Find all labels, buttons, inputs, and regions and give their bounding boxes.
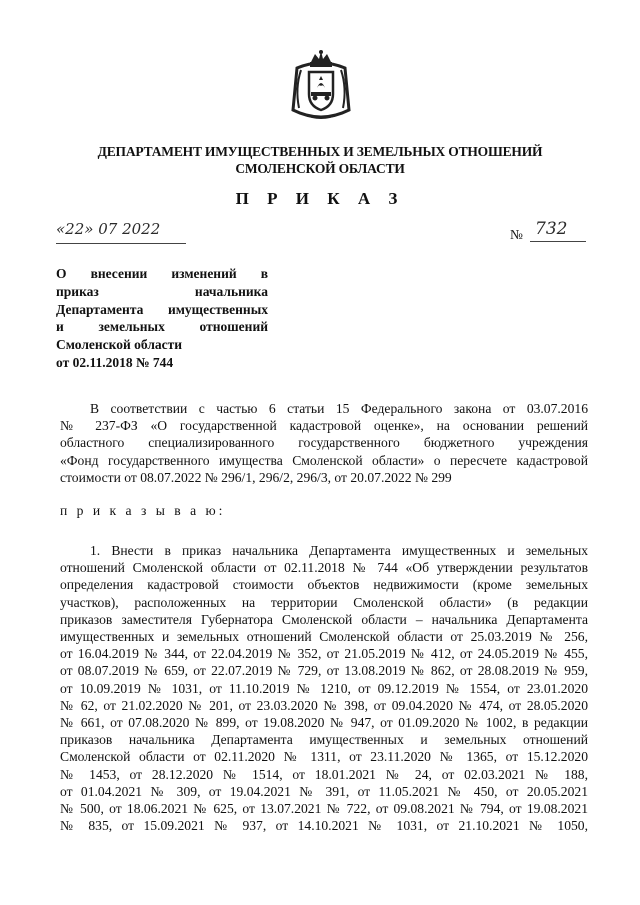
text-line: № 661, от 07.08.2020 № 899, от 19.08.2020 № 947, от 01.09.2020 № 1002, в редакции bbox=[60, 715, 588, 731]
text-line: от 10.09.2019 № 1031, от 11.10.2019 № 1210, от 09.12.2019 № 1554, от 23.01.2020 bbox=[60, 680, 588, 696]
text-line: приказов начальника Департамента имущественных и земельных отношений bbox=[60, 732, 588, 748]
coat-of-arms-icon bbox=[289, 48, 353, 128]
text-line: стоимости от 08.07.2022 № 296/1, 296/2, 296/3, от 20.07.2022 № 299 bbox=[60, 469, 452, 485]
item-1-paragraph bbox=[60, 542, 588, 834]
text-line: В соответствии с частью 6 статьи 15 Федерального закона от 03.07.2016 bbox=[90, 401, 588, 416]
text-line: «Фонд государственного имущества Смоленской области» о пересчете кадастровой bbox=[60, 452, 588, 468]
department-region: СМОЛЕНСКОЙ ОБЛАСТИ bbox=[235, 161, 405, 176]
text-line: отношений Смоленской области от 02.11.2018 № 744 «Об утверждении результатов bbox=[60, 560, 588, 576]
order-subject bbox=[56, 265, 268, 372]
subject-line: О внесении изменений в bbox=[56, 266, 268, 281]
text-line: № 62, от 21.02.2020 № 201, от 23.03.2020 № 398, от 09.04.2020 № 474, от 28.05.2020 bbox=[60, 697, 588, 713]
subject-line: и земельных отношений bbox=[56, 319, 268, 335]
subject-line: Департамента имущественных bbox=[56, 301, 268, 317]
subject-line: от 02.11.2018 № 744 bbox=[56, 354, 174, 370]
text-line: от 01.04.2021 № 309, от 19.04.2021 № 391, от 11.05.2021 № 450, от 20.05.2021 bbox=[60, 783, 588, 799]
text-line: № 237-ФЗ «О государственной кадастровой оценке», на основании решений bbox=[60, 418, 588, 434]
department-name: ДЕПАРТАМЕНТ ИМУЩЕСТВЕННЫХ И ЗЕМЕЛЬНЫХ ОТНОШЕНИЙ bbox=[97, 144, 543, 159]
subject-line: приказ начальника bbox=[56, 283, 268, 299]
order-number: 732 bbox=[535, 219, 568, 239]
document-title: П Р И К А З bbox=[235, 189, 405, 208]
text-line: от 16.04.2019 № 344, от 22.04.2019 № 352, от 21.05.2019 № 412, от 24.05.2019 № 455, bbox=[60, 646, 588, 662]
text-line: областного специализированного государственного бюджетного учреждения bbox=[60, 435, 588, 451]
order-number-label: № bbox=[510, 227, 523, 242]
order-word: п р и к а з ы в а ю: bbox=[60, 503, 226, 518]
text-line: № 500, от 18.06.2021 № 625, от 13.07.2021 № 722, от 09.08.2021 № 794, от 19.08.2021 bbox=[60, 801, 588, 817]
text-line: № 835, от 15.09.2021 № 937, от 14.10.2021 № 1031, от 21.10.2021 № 1050, bbox=[60, 818, 588, 834]
preamble-paragraph bbox=[60, 400, 588, 486]
text-line: № 1453, от 28.12.2020 № 1514, от 18.01.2021 № 24, от 02.03.2021 № 188, bbox=[60, 766, 588, 782]
text-line: от 08.07.2019 № 659, от 22.07.2019 № 729, от 13.08.2019 № 862, от 28.08.2019 № 959, bbox=[60, 663, 588, 679]
text-line: имущественных и земельных отношений Смоленской области от 25.03.2019 № 256, bbox=[60, 629, 588, 645]
text-line: приказов заместителя Губернатора Смоленской области – начальника Департамента bbox=[60, 611, 588, 627]
order-date: «22» 07 2022 bbox=[56, 220, 161, 238]
text-line: участков), расположенных на территории Смоленской области» (в редакции bbox=[60, 594, 588, 610]
text-line: определения кадастровой стоимости объектов недвижимости (кроме земельных bbox=[60, 577, 588, 593]
text-line: 1. Внести в приказ начальника Департамента имущественных и земельных bbox=[90, 543, 588, 558]
text-line: Смоленской области от 02.11.2020 № 1311, от 23.11.2020 № 1365, от 15.12.2020 bbox=[60, 749, 588, 765]
subject-line: Смоленской области bbox=[56, 337, 183, 353]
